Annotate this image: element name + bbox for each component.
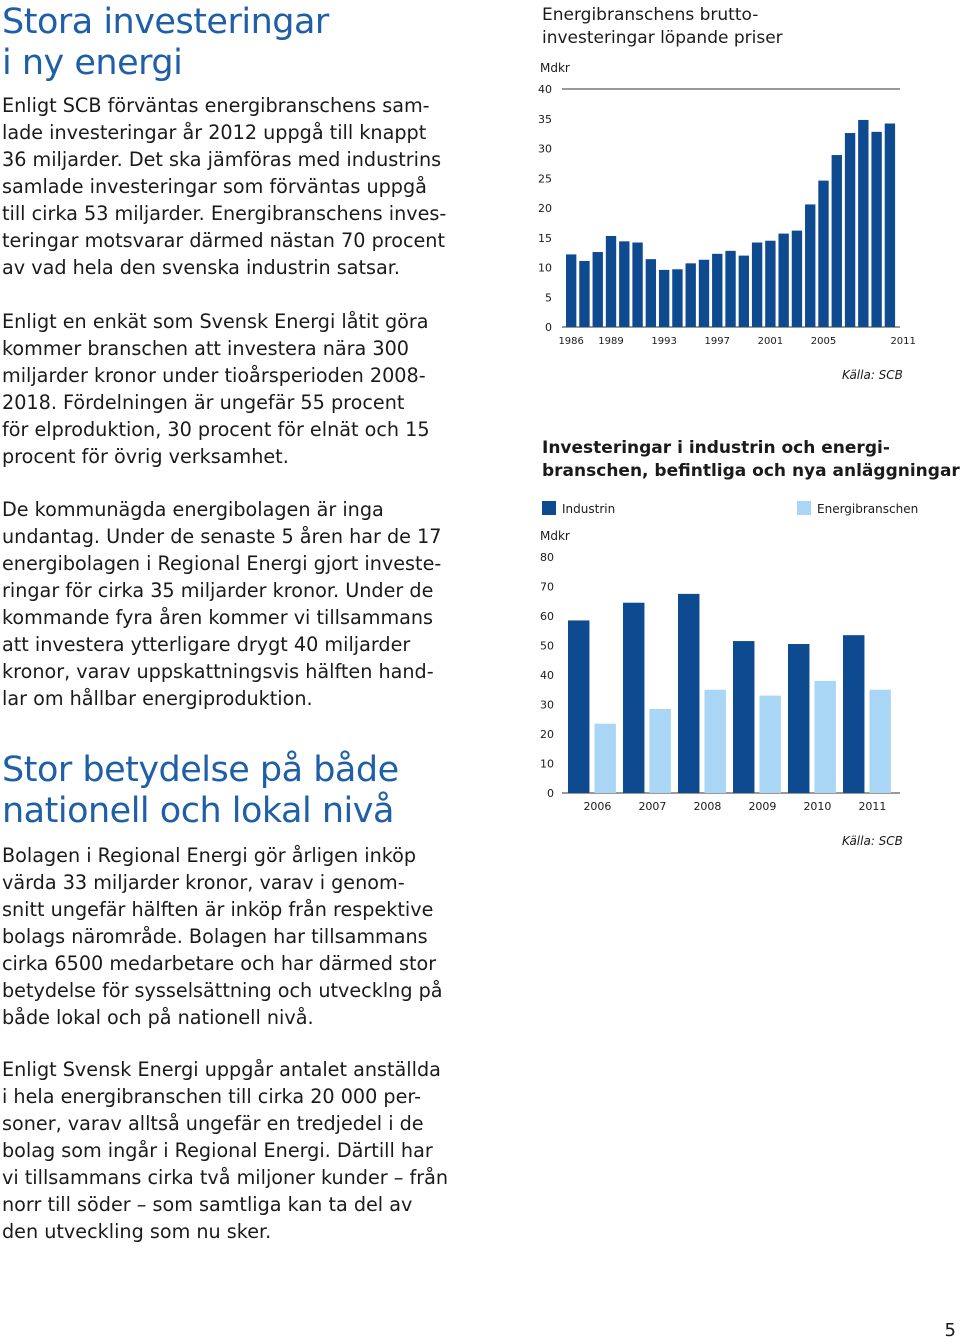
chart2-y-tick-label: 10 <box>540 757 554 771</box>
chart2-bar-industrin <box>568 620 589 793</box>
chart2-x-tick-label: 2009 <box>748 800 777 813</box>
chart1-y-unit: Mdkr <box>540 61 570 75</box>
chart1-bar <box>686 263 696 327</box>
chart2-y-tick-label: 50 <box>540 639 554 653</box>
chart1-bar <box>593 252 603 327</box>
chart2-x-tick-label: 2006 <box>583 800 612 813</box>
chart1-y-tick-label: 25 <box>538 172 552 186</box>
chart1-y-tick-label: 30 <box>538 142 552 156</box>
chart2-y-tick-label: 70 <box>540 580 554 594</box>
chart2-legend-label-energibranschen: Energibranschen <box>817 502 919 516</box>
chart1-title: Energibranschens brutto- investeringar löpande priser <box>542 5 783 48</box>
chart1-bar <box>885 124 895 327</box>
chart2-y-tick-label: 60 <box>540 610 554 623</box>
chart1-bar <box>805 204 815 327</box>
chart2-x-tick-label: 2007 <box>638 800 667 813</box>
chart1-y-tick-label: 35 <box>538 112 552 126</box>
chart2-bar-energibranschen <box>704 690 725 793</box>
chart2-bar-energibranschen <box>594 724 615 793</box>
chart1-x-tick-label: 1997 <box>704 336 730 347</box>
chart2-bar-energibranschen <box>869 690 890 793</box>
chart1-bar <box>765 241 775 327</box>
chart2-bar-industrin <box>623 603 644 793</box>
chart2-bar-industrin <box>733 641 754 793</box>
chart2-y-tick-label: 40 <box>540 669 554 682</box>
chart2-bar-industrin <box>843 635 864 793</box>
chart1-bar <box>606 236 616 327</box>
chart1-y-tick-label: 10 <box>538 261 552 275</box>
chart2-x-tick-label: 2010 <box>803 800 832 813</box>
chart2-y-unit: Mdkr <box>540 529 570 543</box>
chart2-bar-industrin <box>678 594 699 793</box>
section2-heading: Stor betydelse på både nationell och lokal nivå <box>2 750 399 831</box>
chart1-y-tick-label: 5 <box>545 291 552 305</box>
chart2-y-tick-label: 20 <box>540 728 554 741</box>
chart1-bar <box>792 231 802 327</box>
chart1-bar <box>646 259 656 327</box>
chart1-bar <box>659 270 669 327</box>
page-number: 5 <box>944 1320 956 1341</box>
chart1-x-tick-label: 1986 <box>558 336 584 347</box>
chart1-bar <box>712 254 722 327</box>
chart1-svg <box>530 55 916 355</box>
chart1-bar <box>778 234 788 327</box>
chart1-bar <box>725 251 735 327</box>
chart1-bar <box>752 243 762 327</box>
section1-paragraph-2: Enligt en enkät som Svensk Energi låtit göra kommer branschen att investera nära 300 miljarder kronor under tioårsperioden 2008- 2018. Fördelningen är ungefär 55 procent för elproduktion, 30 procent för elnät och 15 procent för övrig verksamhet. <box>2 310 430 468</box>
chart2-y-tick-label: 30 <box>540 698 554 712</box>
chart1-y-tick-label: 15 <box>538 231 552 245</box>
chart2-legend-swatch-energibranschen <box>797 501 811 515</box>
chart1-x-tick-label: 1989 <box>598 336 624 347</box>
chart1-bar <box>699 260 709 327</box>
chart2-bar-energibranschen <box>649 709 670 793</box>
section2-paragraph-2: Enligt Svensk Energi uppgår antalet anställda i hela energibranschen till cirka 20 000 per- soner, varav alltså ungefär en tredjedel i de bolag som ingår i Regional Energi. Därtill har vi tillsammans cirka två miljoner kunder – från norr till söder – som samtliga kan ta del av den utveckling som nu sker. <box>2 1058 449 1243</box>
chart1-x-tick-label: 2001 <box>757 336 784 347</box>
chart2-bar-industrin <box>788 644 809 793</box>
chart1-bar <box>739 256 749 327</box>
chart1-source: Källa: SCB <box>842 368 903 382</box>
chart2-x-tick-label: 2011 <box>858 800 887 813</box>
chart2-title: Investeringar i industrin och energi- branschen, befintliga och nya anläggningar <box>542 438 960 481</box>
chart1-y-tick-label: 40 <box>538 83 552 96</box>
chart1-bar <box>672 269 682 327</box>
chart2-legend-swatch-industrin <box>542 501 556 515</box>
chart1-x-tick-label: 1993 <box>651 336 677 347</box>
chart1-bar <box>566 254 576 327</box>
chart1-bar <box>579 261 589 327</box>
chart2-svg <box>530 495 919 825</box>
chart1-y-tick-label: 20 <box>538 202 552 215</box>
chart2-bar-energibranschen <box>759 696 780 793</box>
section1-paragraph-3: De kommunägda energibolagen är inga undantag. Under de senaste 5 åren har de 17 energibolagen i Regional Energi gjort investe- ringar för cirka 35 miljarder kronor. Under de kommande fyra åren kommer vi tillsammans att investera ytterligare drygt 40 miljarder kronor, varav uppskattningsvis hälften hand- lar om hållbar energiproduktion. <box>2 498 442 710</box>
chart1-bar <box>619 241 629 327</box>
chart1-bar <box>858 120 868 327</box>
chart1-bar <box>818 181 828 327</box>
chart1-bar <box>871 132 881 327</box>
chart2-x-tick-label: 2008 <box>693 800 722 813</box>
chart1-bar <box>845 133 855 327</box>
chart1-bar <box>632 243 642 327</box>
chart2-bar-energibranschen <box>814 681 835 793</box>
chart1-bar <box>832 155 842 327</box>
chart1-x-tick-label: 2005 <box>810 336 837 347</box>
chart2-y-tick-label: 0 <box>547 787 554 800</box>
section1-heading: Stora investeringar i ny energi <box>2 2 329 83</box>
chart2-y-tick-label: 80 <box>540 551 554 564</box>
chart2-source: Källa: SCB <box>842 834 903 848</box>
section2-paragraph-1: Bolagen i Regional Energi gör årligen inköp värda 33 miljarder kronor, varav i genom- snitt ungefär hälften är inköp från respektive bolags närområde. Bolagen har tillsammans cirka 6500 medarbetare och har därmed stor betydelse för sysselsättning och utvecklng på både lokal och på nationell nivå. <box>2 844 443 1029</box>
chart2-legend-label-industrin: Industrin <box>562 502 616 516</box>
chart1-y-tick-label: 0 <box>545 321 552 334</box>
chart1-x-tick-label: 2011 <box>890 336 916 347</box>
section1-paragraph-1: Enligt SCB förväntas energibranschens sam- lade investeringar år 2012 uppgå till knappt 36 miljarder. Det ska jämföras med industrins samlade investeringar som förväntas uppgå till cirka 53 miljarder. Energibranschens inves- teringar motsvarar därmed nästan 70 procent av vad hela den svenska industrin satsar. <box>2 94 447 279</box>
